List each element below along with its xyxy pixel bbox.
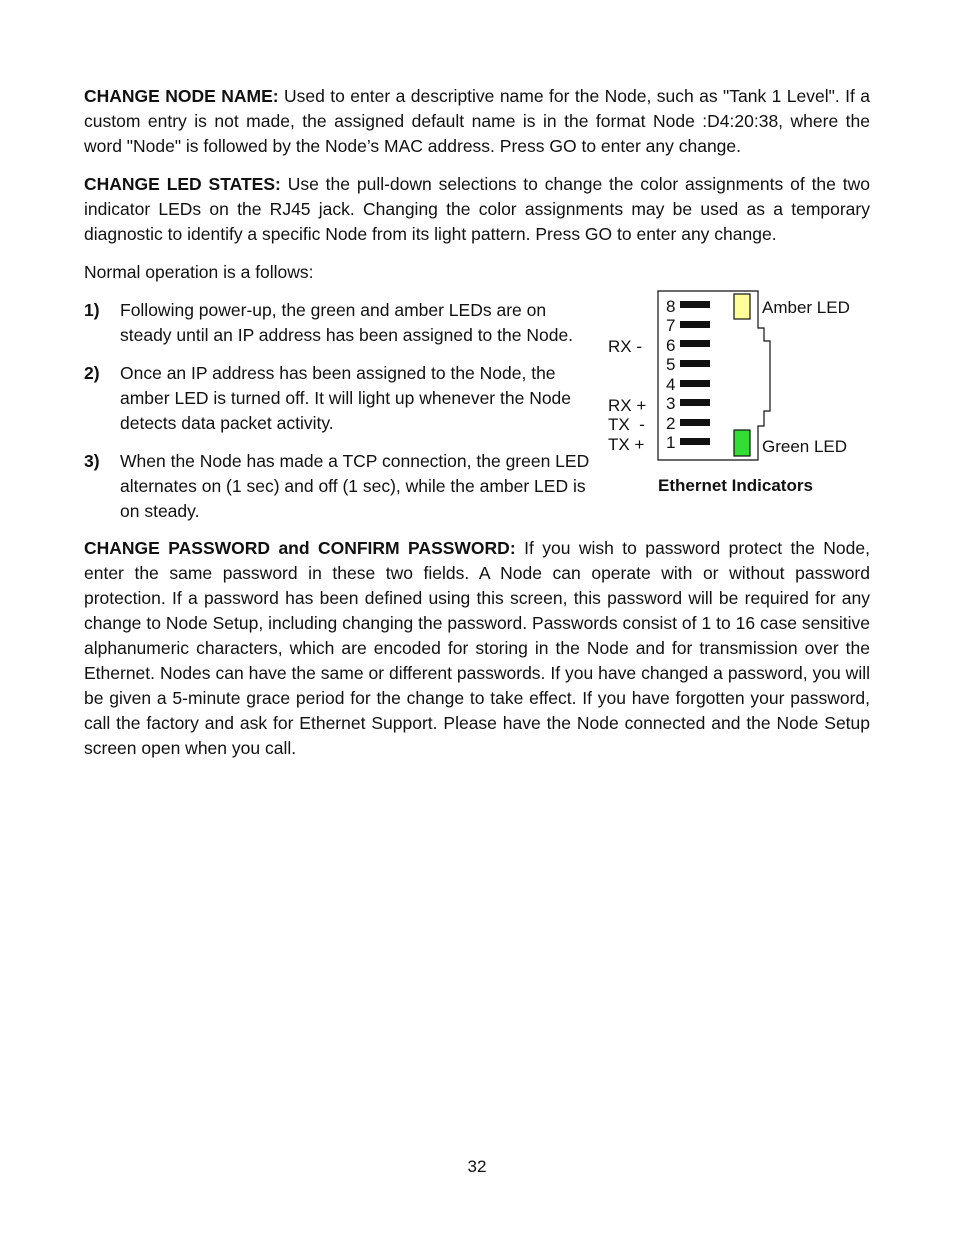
normal-operation-text: Normal operation is a follows: [84, 262, 314, 282]
change-node-name-heading: CHANGE NODE NAME: [84, 86, 279, 106]
pin-number: 8 [666, 297, 676, 316]
change-password-heading: CHANGE PASSWORD and CONFIRM PASSWORD: [84, 538, 516, 558]
pin-number: 7 [666, 316, 676, 335]
amber-led-label: Amber LED [762, 298, 850, 317]
amber-led-icon [734, 294, 750, 319]
change-led-states-heading: CHANGE LED STATES: [84, 174, 281, 194]
pin-number: 2 [666, 414, 676, 433]
pin-contact [680, 360, 710, 367]
pin-contact [680, 419, 710, 426]
ethernet-indicators-figure [604, 286, 874, 501]
list-item [84, 449, 594, 524]
green-led-label: Green LED [762, 437, 848, 456]
pin-contact [680, 321, 710, 328]
list-item-number: 1) [84, 300, 100, 320]
tx-plus-label: TX + [608, 435, 645, 454]
pin-number: 4 [666, 375, 676, 394]
pin-contact [680, 380, 710, 387]
list-item-number: 3) [84, 451, 100, 471]
change-node-name-text: Used to enter a descriptive name for the Node, such as "Tank 1 Level". If a custom entry is not made, the assigned default name is in the format Node :D4:20:38, where the word "Node" is followed by the Node’s MAC address. Press GO to enter any change. [84, 86, 870, 156]
change-led-states-text: Use the pull-down selections to change the color assignments of the two indicator LEDs on the RJ45 jack. Changing the color assignments may be used as a temporary diagnostic to identify a specific Node from its light pattern. Press GO to enter any change. [84, 174, 870, 244]
operation-section [84, 298, 870, 524]
green-led-icon [734, 430, 750, 456]
change-led-states-paragraph [84, 172, 870, 247]
tx-minus-label: TX - [608, 415, 645, 434]
pin-number: 1 [666, 433, 676, 452]
pin-contact [680, 340, 710, 347]
pin-contact [680, 301, 710, 308]
list-item-number: 2) [84, 363, 100, 383]
pin-number: 5 [666, 355, 676, 374]
pin-contact [680, 438, 710, 445]
page-number: 32 [467, 1157, 487, 1176]
operation-list [84, 298, 594, 537]
list-item-text: When the Node has made a TCP connection, the green LED alternates on (1 sec) and off (1 sec), while the amber LED is on steady. [120, 451, 590, 521]
change-node-name-paragraph [84, 84, 870, 159]
pin-contact [680, 399, 710, 406]
rx-plus-label: RX + [608, 396, 647, 415]
pin-number: 6 [666, 336, 676, 355]
rx-minus-label: RX - [608, 337, 642, 356]
pin-number: 3 [666, 394, 676, 413]
list-item [84, 298, 594, 348]
document-page [84, 84, 870, 761]
change-password-paragraph [84, 536, 870, 761]
list-item [84, 361, 594, 436]
list-item-text: Once an IP address has been assigned to the Node, the amber LED is turned off. It will light up whenever the Node detects data packet activity. [120, 363, 572, 433]
change-password-text: If you wish to password protect the Node, enter the same password in these two fields. A Node can operate with or without password protection. If a password has been defined using this screen, this password will be required for any change to Node Setup, including changing the password. Passwords consist of 1 to 16 case sensitive alphanumeric characters, which are encoded for storing in the Node and for transmission over the Ethernet. Nodes can have the same or different passwords. If you have changed a password, you will be given a 5-minute grace period for the change to take effect. If you have forgotten your password, call the factory and ask for Ethernet Support. Please have the Node connected and the Node Setup screen open when you call. [84, 538, 870, 758]
figure-caption: Ethernet Indicators [658, 476, 813, 495]
list-item-text: Following power-up, the green and amber LEDs are on steady until an IP address has been assigned to the Node. [120, 300, 574, 345]
